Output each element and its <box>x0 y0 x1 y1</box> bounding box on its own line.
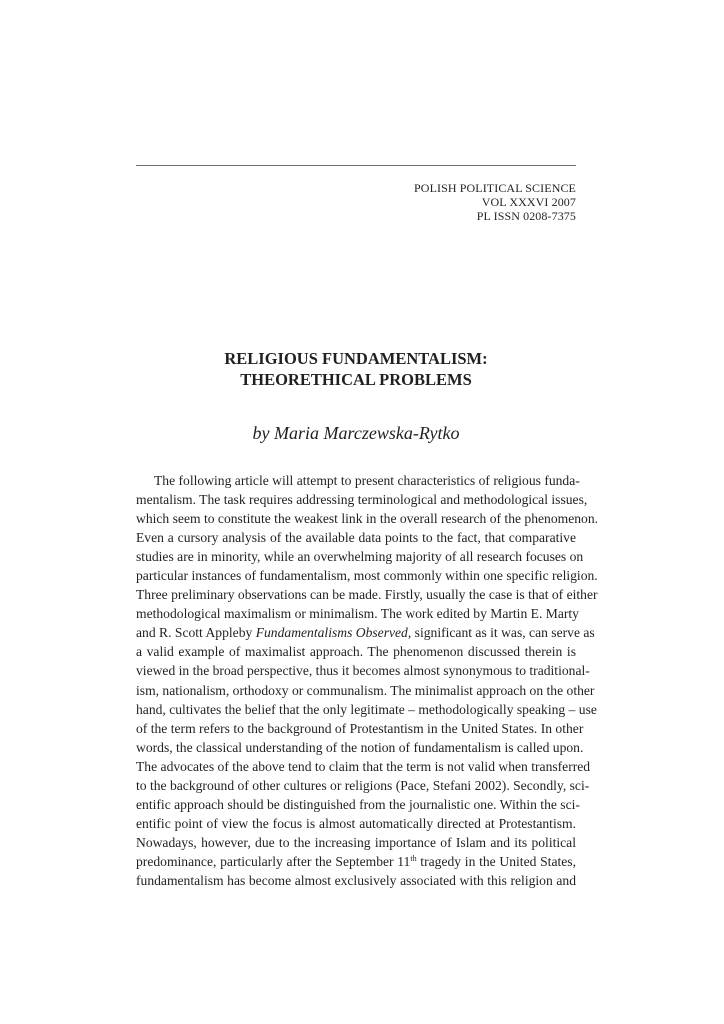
body-line: entific approach should be distinguished from the journalistic one. Within the sci- <box>136 796 580 812</box>
body-line: ism, nationalism, orthodoxy or communalism. The minimalist approach on the other <box>136 682 595 698</box>
ordinal-superscript: th <box>410 853 417 863</box>
body-line: viewed in the broad perspective, thus it becomes almost synonymous to traditional- <box>136 663 590 679</box>
body-line: hand, cultivates the belief that the only legitimate – methodologically speaking – use <box>136 701 597 717</box>
body-line: of the term refers to the background of Protestantism in the United States. In other <box>136 720 584 736</box>
article-body <box>136 471 599 890</box>
article-title-line-2: THEORETHICAL PROBLEMS <box>240 370 472 389</box>
body-line-segment: , significant as it was, can serve as <box>407 625 595 641</box>
body-line: The advocates of the above tend to claim that the term is not valid when transferred <box>136 758 591 774</box>
book-title-italic: Fundamentalisms Observed <box>255 625 408 641</box>
journal-volume: VOL XXXVI 2007 <box>481 195 576 209</box>
body-line-with-italic <box>136 623 595 642</box>
body-line: mentalism. The task requires addressing terminological and methodological issues, <box>136 492 588 508</box>
body-line: fundamentalism has become almost exclusively associated with this religion and <box>136 872 576 888</box>
body-line: a valid example of maximalist approach. The phenomenon discussed therein is <box>136 644 576 660</box>
body-line: Even a cursory analysis of the available data points to the fact, that comparative <box>136 530 576 546</box>
body-line: entific point of view the focus is almost automatically directed at Protestantism. <box>136 815 576 831</box>
body-line-segment: tragedy in the United States, <box>416 853 576 869</box>
body-line: The following article will attempt to present characteristics of religious funda- <box>154 473 580 488</box>
article-byline: by Maria Marczewska-Rytko <box>252 423 460 443</box>
header-rule <box>136 165 576 166</box>
body-line-segment: predominance, particularly after the September 11 <box>136 853 411 869</box>
body-line: Nowadays, however, due to the increasing importance of Islam and its political <box>136 834 576 850</box>
journal-name: POLISH POLITICAL SCIENCE <box>414 181 576 195</box>
body-line-with-superscript <box>136 852 576 871</box>
body-line: Three preliminary observations can be made. Firstly, usually the case is that of either <box>136 587 598 603</box>
article-title <box>136 348 576 390</box>
body-line: to the background of other cultures or religions (Pace, Stefani 2002). Secondly, sci- <box>136 777 590 793</box>
body-line: which seem to constitute the weakest link in the overall research of the phenomenon. <box>136 511 599 527</box>
body-line-segment: and R. Scott Appleby <box>136 625 256 641</box>
article-title-line-1: RELIGIOUS FUNDAMENTALISM: <box>224 349 488 368</box>
journal-header <box>414 181 576 223</box>
body-line: methodological maximalism or minimalism. The work edited by Martin E. Marty <box>136 606 579 622</box>
body-line: words, the classical understanding of the notion of fundamentalism is called upon. <box>136 739 584 755</box>
body-line: studies are in minority, while an overwhelming majority of all research focuses on <box>136 549 584 565</box>
journal-issn: PL ISSN 0208-7375 <box>476 209 576 223</box>
body-line: particular instances of fundamentalism, most commonly within one specific religion. <box>136 568 598 584</box>
